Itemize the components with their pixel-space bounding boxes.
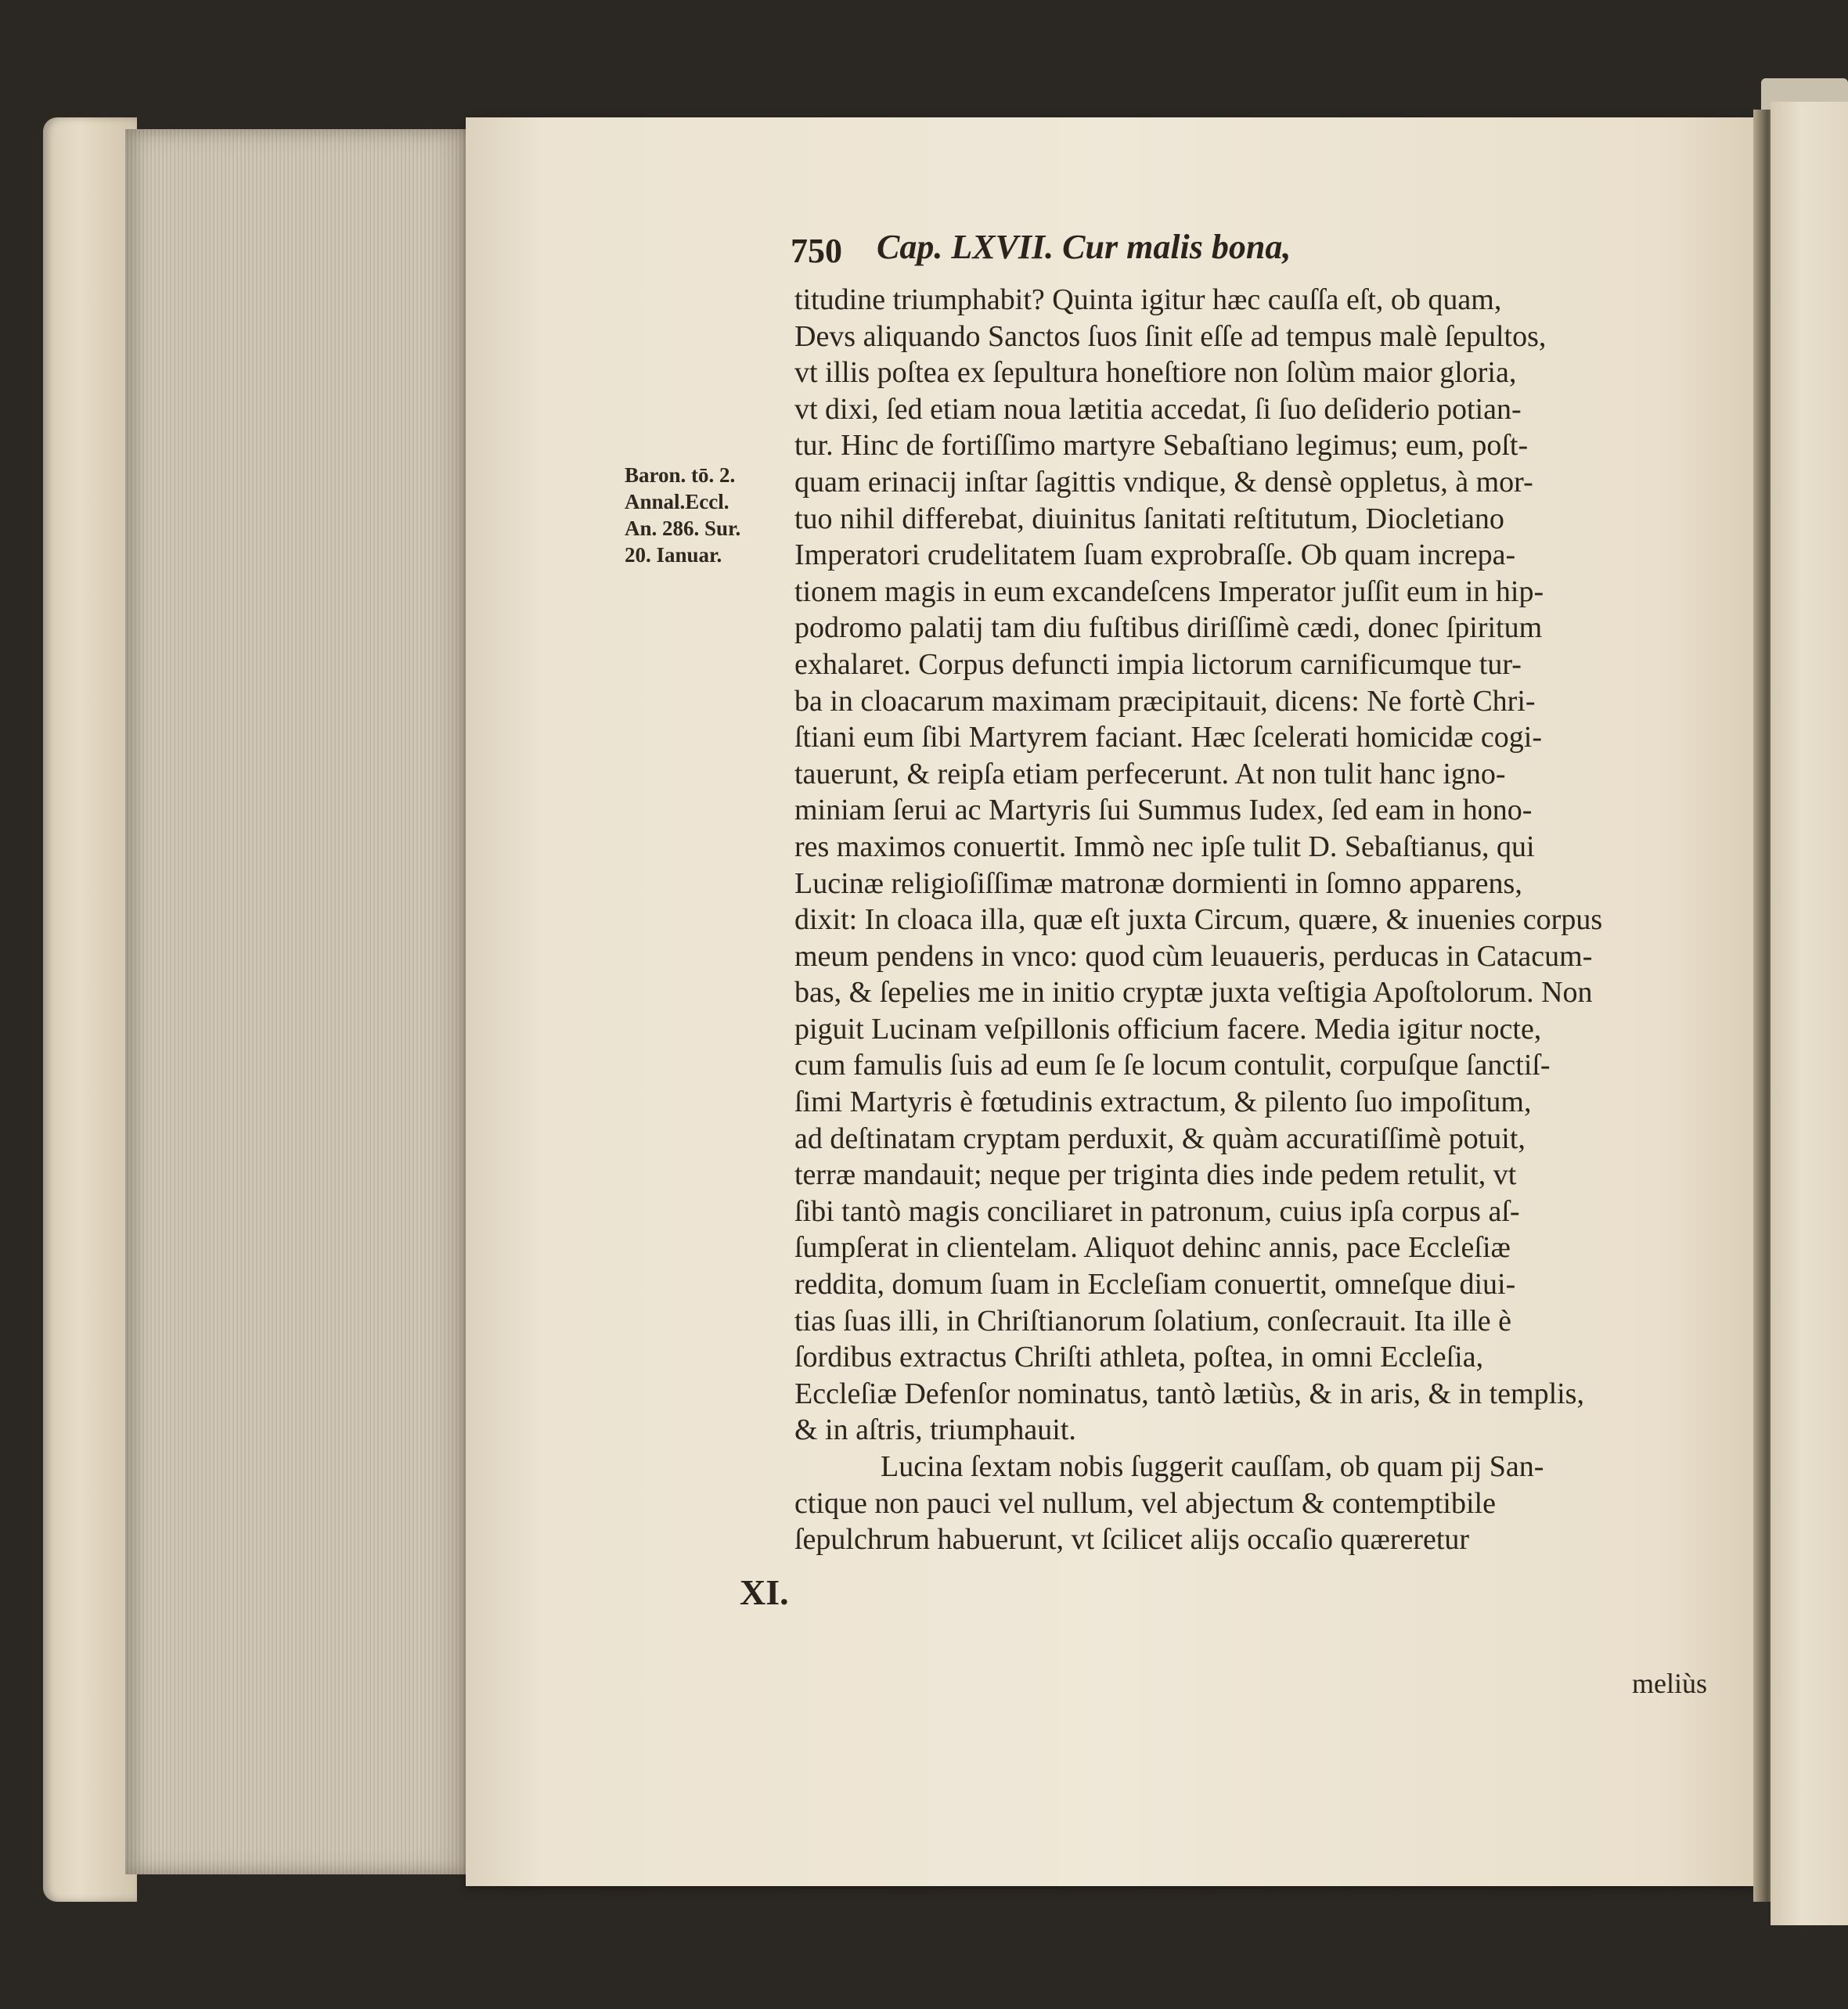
body-line: miniam ſerui ac Martyris ſui Summus Iudex, ſed eam in hono- — [794, 794, 1533, 827]
body-line: res maximos conuertit. Immò nec ipſe tulit D. Sebaſtianus, qui — [794, 830, 1535, 863]
body-line: ctique non pauci vel nullum, vel abjectum & contemptibile — [794, 1486, 1496, 1520]
body-line: cum famulis ſuis ad eum ſe ſe locum contulit, corpuſque ſanctiſ- — [794, 1049, 1551, 1082]
body-line: meum pendens in vnco: quod cùm leuaueris, perducas in Catacum- — [794, 939, 1593, 973]
body-line: bas, & ſepelies me in initio cryptæ juxta veſtigia Apoſtolorum. Non — [794, 976, 1593, 1010]
body-line: Lucinæ religioſiſſimæ matronæ dormienti in ſomno apparens, — [794, 866, 1522, 900]
body-line: ſimi Martyris è fœtudinis extractum, & pilento ſuo impoſitum, — [794, 1086, 1532, 1119]
body-line: ſtiani eum ſibi Martyrem faciant. Hæc ſcelerati homicidæ cogi- — [794, 721, 1542, 754]
page-edges — [125, 129, 470, 1874]
body-line: ſordibus extractus Chriſti athleta, poſtea, in omni Eccleſia, — [794, 1341, 1484, 1374]
section-number: XI. — [740, 1572, 789, 1612]
margin-note-line: Baron. tō. 2. — [625, 463, 736, 487]
margin-note-line: 20. Ianuar. — [625, 543, 722, 567]
body-text — [794, 282, 1726, 1558]
body-line: tur. Hinc de fortiſſimo martyre Sebaſtiano legimus; eum, poſt- — [794, 429, 1529, 463]
body-line: ad deſtinatam cryptam perduxit, & quàm accuratiſſimè potuit, — [794, 1122, 1526, 1155]
body-line: & in aſtris, triumphauit. — [794, 1413, 1076, 1447]
margin-note — [625, 462, 797, 568]
body-line: tuo nihil differebat, diuinitus ſanitati reſtitutum, Diocletiano — [794, 502, 1504, 535]
body-line: ba in cloacarum maximam præcipitauit, dicens: Ne fortè Chri- — [794, 684, 1536, 718]
body-line: piguit Lucinam veſpillonis officium facere. Media igitur nocte, — [794, 1012, 1542, 1046]
catchword: meliùs — [1632, 1668, 1707, 1699]
body-line: vt illis poſtea ex ſepultura honeſtiore non ſolùm maior gloria, — [794, 356, 1517, 390]
body-line: exhalaret. Corpus defuncti impia lictorum carnificumque tur- — [794, 647, 1522, 681]
body-line: tauerunt, & reipſa etiam perfecerunt. At non tulit hanc igno- — [794, 757, 1506, 790]
margin-note-line: An. 286. Sur. — [625, 517, 741, 540]
margin-note-line: Annal.Eccl. — [625, 490, 729, 513]
body-line: ſibi tantò magis conciliaret in patronum, cuius ipſa corpus aſ- — [794, 1194, 1520, 1228]
right-page-edge — [1771, 102, 1848, 1925]
body-line: reddita, domum ſuam in Eccleſiam conuertit, omneſque diui- — [794, 1268, 1516, 1302]
body-line: ſepulchrum habuerunt, vt ſcilicet alijs occaſio quæreretur — [794, 1523, 1470, 1557]
body-line: Lucina ſextam nobis ſuggerit cauſſam, ob quam pij San- — [881, 1450, 1544, 1483]
body-line: quam erinacij inſtar ſagittis vndique, & densè oppletus, à mor- — [794, 465, 1533, 499]
body-line: Imperatori crudelitatem ſuam exprobraſſe. Ob quam increpa- — [794, 538, 1516, 572]
body-line: dixit: In cloaca illa, quæ eſt juxta Circum, quære, & inuenies corpus — [794, 903, 1603, 937]
body-line: podromo palatij tam diu fuſtibus diriſſimè cædi, donec ſpiritum — [794, 611, 1543, 645]
running-head: Cap. LXVII. Cur malis bona, — [877, 228, 1291, 266]
left-cover-board — [43, 117, 137, 1902]
body-line: Eccleſiæ Defenſor nominatus, tantò lætiùs, & in aris, & in templis, — [794, 1377, 1584, 1410]
body-line: titudine triumphabit? Quinta igitur hæc cauſſa eſt, ob quam, — [794, 283, 1502, 316]
body-line: terræ mandauit; neque per triginta dies inde pedem retulit, vt — [794, 1158, 1517, 1192]
body-line: tionem magis in eum excandeſcens Imperator juſſit eum in hip- — [794, 574, 1544, 608]
body-line: ſumpſerat in clientelam. Aliquot dehinc annis, pace Eccleſiæ — [794, 1231, 1511, 1265]
page-number: 750 — [791, 232, 842, 270]
body-line: vt dixi, ſed etiam noua lætitia accedat, ſi ſuo deſiderio potian- — [794, 392, 1522, 426]
body-line: Devs aliquando Sanctos ſuos ſinit eſſe ad tempus malè ſepultos, — [794, 319, 1547, 353]
body-line: tias ſuas illi, in Chriſtianorum ſolatium, conſecrauit. Ita ille è — [794, 1304, 1512, 1338]
